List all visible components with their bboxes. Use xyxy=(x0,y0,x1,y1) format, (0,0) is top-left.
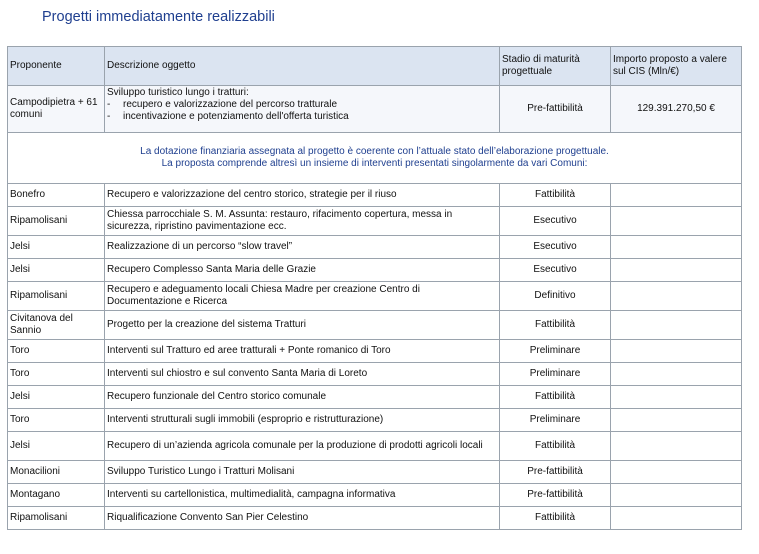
cell-importo xyxy=(611,311,742,340)
cell-descrizione: Realizzazione di un percorso “slow travel” xyxy=(105,236,500,259)
cell-descrizione: Chiessa parrocchiale S. M. Assunta: restauro, rifacimento copertura, messa in sicurezza, ripristino pavimentazione ecc. xyxy=(105,207,500,236)
main-project-importo: 129.391.270,50 € xyxy=(611,86,742,133)
table-row xyxy=(8,207,742,236)
header-stadio: Stadio di maturità progettuale xyxy=(500,47,611,86)
main-project-proponente: Campodipietra + 61 comuni xyxy=(8,86,105,133)
cell-importo xyxy=(611,507,742,530)
table-row xyxy=(8,282,742,311)
cell-descrizione: Progetto per la creazione del sistema Tratturi xyxy=(105,311,500,340)
projects-table xyxy=(7,46,742,530)
cell-importo xyxy=(611,282,742,311)
main-project-bullet-item: - recupero e valorizzazione del percorso tratturale xyxy=(107,99,497,111)
note-line-1: La dotazione finanziaria assegnata al progetto è coerente con l’attuale stato dell’elaborazione progettuale. xyxy=(140,146,609,157)
cell-proponente: Jelsi xyxy=(8,386,105,409)
cell-descrizione: Sviluppo Turistico Lungo i Tratturi Molisani xyxy=(105,461,500,484)
cell-proponente: Ripamolisani xyxy=(8,282,105,311)
cell-importo xyxy=(611,461,742,484)
cell-importo xyxy=(611,432,742,461)
cell-importo xyxy=(611,184,742,207)
main-project-descrizione xyxy=(105,86,500,133)
main-project-bullet-list xyxy=(107,99,497,123)
cell-proponente: Bonefro xyxy=(8,184,105,207)
main-project-stadio: Pre-fattibilità xyxy=(500,86,611,133)
cell-descrizione: Recupero Complesso Santa Maria delle Grazie xyxy=(105,259,500,282)
cell-importo xyxy=(611,386,742,409)
cell-importo xyxy=(611,236,742,259)
cell-importo xyxy=(611,259,742,282)
cell-stadio: Fattibilità xyxy=(500,184,611,207)
header-importo: Importo proposto a valere sul CIS (Mln/€) xyxy=(611,47,742,86)
note-line-2: La proposta comprende altresì un insieme di interventi presentati singolarmente da vari Comuni: xyxy=(161,158,588,169)
cell-importo xyxy=(611,363,742,386)
cell-stadio: Fattibilità xyxy=(500,311,611,340)
cell-importo xyxy=(611,409,742,432)
cell-importo xyxy=(611,340,742,363)
cell-stadio: Definitivo xyxy=(500,282,611,311)
table-row xyxy=(8,461,742,484)
cell-descrizione: Interventi sul chiostro e sul convento Santa Maria di Loreto xyxy=(105,363,500,386)
cell-descrizione: Riqualificazione Convento San Pier Celestino xyxy=(105,507,500,530)
table-row xyxy=(8,507,742,530)
cell-descrizione: Recupero di un’azienda agricola comunale per la produzione di prodotti agricoli locali xyxy=(105,432,500,461)
cell-descrizione: Interventi strutturali sugli immobili (esproprio e ristrutturazione) xyxy=(105,409,500,432)
cell-descrizione: Recupero e adeguamento locali Chiesa Madre per creazione Centro di Documentazione e Ricerca xyxy=(105,282,500,311)
table-row xyxy=(8,259,742,282)
header-proponente: Proponente xyxy=(8,47,105,86)
cell-stadio: Esecutivo xyxy=(500,207,611,236)
cell-descrizione: Recupero e valorizzazione del centro storico, strategie per il riuso xyxy=(105,184,500,207)
cell-proponente: Ripamolisani xyxy=(8,507,105,530)
cell-proponente: Toro xyxy=(8,340,105,363)
table-row xyxy=(8,236,742,259)
note-cell xyxy=(8,133,742,184)
cell-stadio: Esecutivo xyxy=(500,259,611,282)
main-project-bullet-item: - incentivazione e potenziamento dell'offerta turistica xyxy=(107,111,497,123)
cell-proponente: Civitanova del Sannio xyxy=(8,311,105,340)
cell-descrizione: Interventi sul Tratturo ed aree tratturali + Ponte romanico di Toro xyxy=(105,340,500,363)
table-row xyxy=(8,484,742,507)
cell-proponente: Toro xyxy=(8,363,105,386)
table-row xyxy=(8,363,742,386)
table-row xyxy=(8,409,742,432)
table-row xyxy=(8,311,742,340)
cell-stadio: Preliminare xyxy=(500,363,611,386)
table-row xyxy=(8,432,742,461)
cell-descrizione: Recupero funzionale del Centro storico comunale xyxy=(105,386,500,409)
main-project-row xyxy=(8,86,742,133)
cell-importo xyxy=(611,484,742,507)
cell-proponente: Montagano xyxy=(8,484,105,507)
table-row xyxy=(8,340,742,363)
cell-stadio: Pre-fattibilità xyxy=(500,461,611,484)
cell-stadio: Esecutivo xyxy=(500,236,611,259)
note-row xyxy=(8,133,742,184)
cell-proponente: Monacilioni xyxy=(8,461,105,484)
cell-proponente: Jelsi xyxy=(8,432,105,461)
cell-descrizione: Interventi su cartellonistica, multimedialità, campagna informativa xyxy=(105,484,500,507)
cell-stadio: Fattibilità xyxy=(500,432,611,461)
cell-stadio: Preliminare xyxy=(500,409,611,432)
cell-proponente: Jelsi xyxy=(8,236,105,259)
main-project-descrizione-title: Sviluppo turistico lungo i tratturi: xyxy=(107,87,249,98)
cell-importo xyxy=(611,207,742,236)
cell-stadio: Pre-fattibilità xyxy=(500,484,611,507)
cell-stadio: Fattibilità xyxy=(500,507,611,530)
cell-proponente: Jelsi xyxy=(8,259,105,282)
table-row xyxy=(8,386,742,409)
cell-proponente: Ripamolisani xyxy=(8,207,105,236)
cell-stadio: Fattibilità xyxy=(500,386,611,409)
table-row xyxy=(8,184,742,207)
cell-stadio: Preliminare xyxy=(500,340,611,363)
table-header-row xyxy=(8,47,742,86)
header-descrizione: Descrizione oggetto xyxy=(105,47,500,86)
page-title: Progetti immediatamente realizzabili xyxy=(42,9,275,25)
cell-proponente: Toro xyxy=(8,409,105,432)
